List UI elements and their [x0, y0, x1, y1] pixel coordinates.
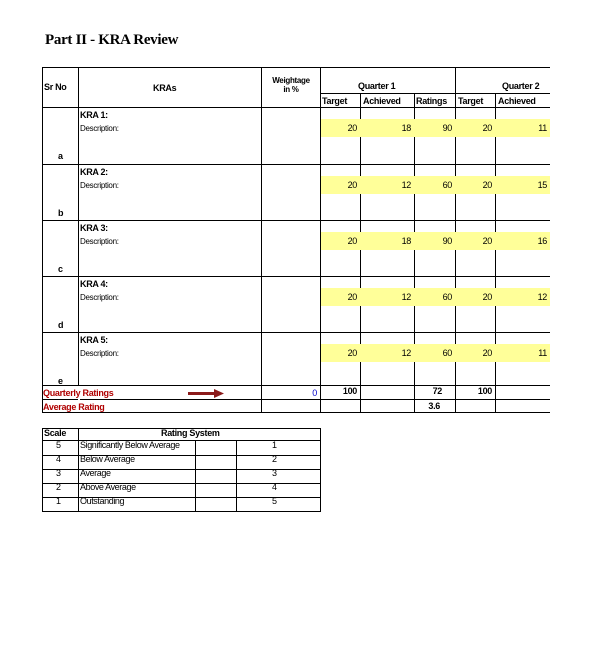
kra-label: KRA 3: [80, 223, 108, 233]
q1-achieved-cell: 18 [401, 123, 411, 133]
header-q1-achieved: Achieved [363, 96, 401, 106]
weightage-total: 0 [312, 388, 317, 398]
q2-achieved-cell: 11 [538, 123, 547, 133]
rating-border-bottom [42, 511, 320, 512]
q1-rating-cell: 60 [442, 348, 452, 358]
column-divider [360, 93, 361, 413]
q2-achieved-cell: 15 [537, 180, 547, 190]
row-divider [42, 220, 550, 221]
row-divider [42, 276, 550, 277]
sr-no-cell: b [58, 208, 64, 218]
rating-value-cell: 5 [272, 496, 277, 506]
rating-column-divider [236, 440, 237, 512]
kra-description: Description: [80, 349, 119, 358]
kra-label: KRA 4: [80, 279, 108, 289]
header-weightage-line2: in % [283, 85, 299, 94]
table-border-bottom [42, 412, 550, 413]
rating-scale-cell: 5 [56, 440, 61, 450]
rating-column-divider [42, 428, 43, 512]
kra-label: KRA 5: [80, 335, 108, 345]
row-divider [42, 332, 550, 333]
q1-target-cell: 20 [347, 123, 357, 133]
header-bottom-line [42, 107, 320, 108]
subheader-divider [320, 107, 550, 108]
rating-scale-header: Scale [44, 428, 67, 438]
quarterly-ratings-label: Quarterly Ratings [43, 388, 114, 398]
q2-achieved-cell: 16 [537, 236, 547, 246]
arrow-right-icon [188, 389, 224, 398]
q1-achieved-cell: 12 [401, 292, 411, 302]
q2-target-cell: 20 [482, 180, 492, 190]
table-border-top [42, 67, 550, 68]
q2-achieved-cell: 12 [537, 292, 547, 302]
q1-target-cell: 20 [347, 236, 357, 246]
header-sr-no: Sr No [44, 82, 67, 92]
rating-column-divider [320, 428, 321, 512]
q2-target-cell: 20 [482, 348, 492, 358]
header-q2-achieved: Achieved [498, 96, 536, 106]
kra-description: Description: [80, 181, 119, 190]
header-kras: KRAs [153, 83, 177, 93]
rating-system-title: Rating System [161, 428, 220, 438]
rating-scale-cell: 2 [56, 482, 61, 492]
rating-column-divider [195, 440, 196, 512]
rating-label-cell: Significantly Below Average [80, 440, 180, 450]
kra-description: Description: [80, 124, 119, 133]
header-q1-target: Target [322, 96, 348, 106]
q1-achieved-cell: 12 [401, 348, 411, 358]
column-divider [495, 93, 496, 413]
header-weightage [262, 76, 320, 94]
rating-scale-cell: 3 [56, 468, 61, 478]
rating-label-cell: Average [80, 468, 111, 478]
rating-value-cell: 4 [272, 482, 277, 492]
sr-no-cell: a [58, 151, 63, 161]
rating-label-cell: Below Average [80, 454, 135, 464]
q1-rating-total: 72 [432, 386, 442, 396]
q2-achieved-cell: 11 [538, 348, 547, 358]
q1-achieved-cell: 12 [401, 180, 411, 190]
q1-rating-cell: 60 [442, 180, 452, 190]
row-divider [42, 164, 550, 165]
q1-rating-cell: 90 [442, 236, 452, 246]
rating-label-cell: Above Average [80, 482, 136, 492]
sr-no-cell: c [58, 264, 63, 274]
q1-target-cell: 20 [347, 292, 357, 302]
rating-column-divider [78, 428, 79, 512]
header-weightage-line1: Weightage [272, 76, 310, 85]
column-divider [78, 67, 79, 413]
header-q2-target: Target [458, 96, 484, 106]
average-rating-value: 3.6 [428, 401, 440, 411]
q1-target-cell: 20 [347, 348, 357, 358]
q1-rating-cell: 90 [442, 123, 452, 133]
rating-value-cell: 1 [272, 440, 277, 450]
header-quarter1: Quarter 1 [358, 81, 396, 91]
rating-value-cell: 3 [272, 468, 277, 478]
q2-target-cell: 20 [482, 123, 492, 133]
rating-label-cell: Outstanding [80, 496, 125, 506]
rating-scale-cell: 4 [56, 454, 61, 464]
q1-target-cell: 20 [347, 180, 357, 190]
rating-scale-cell: 1 [56, 496, 61, 506]
q1-rating-cell: 60 [442, 292, 452, 302]
column-divider [414, 93, 415, 413]
kra-description: Description: [80, 237, 119, 246]
quarter-header-divider [320, 93, 550, 94]
kra-label: KRA 1: [80, 110, 108, 120]
page-title: Part II - KRA Review [45, 32, 179, 48]
q1-achieved-cell: 18 [401, 236, 411, 246]
rating-value-cell: 2 [272, 454, 277, 464]
q2-target-total: 100 [477, 386, 492, 396]
header-q1-ratings: Ratings [416, 96, 447, 106]
kra-label: KRA 2: [80, 167, 108, 177]
header-quarter2: Quarter 2 [502, 81, 540, 91]
sr-no-cell: e [58, 376, 63, 386]
kra-description: Description: [80, 293, 119, 302]
column-divider [42, 67, 43, 413]
q2-target-cell: 20 [482, 292, 492, 302]
q1-target-total: 100 [342, 386, 357, 396]
q2-target-cell: 20 [482, 236, 492, 246]
sr-no-cell: d [58, 320, 64, 330]
average-rating-label: Average Rating [43, 402, 105, 412]
column-divider [261, 67, 262, 413]
